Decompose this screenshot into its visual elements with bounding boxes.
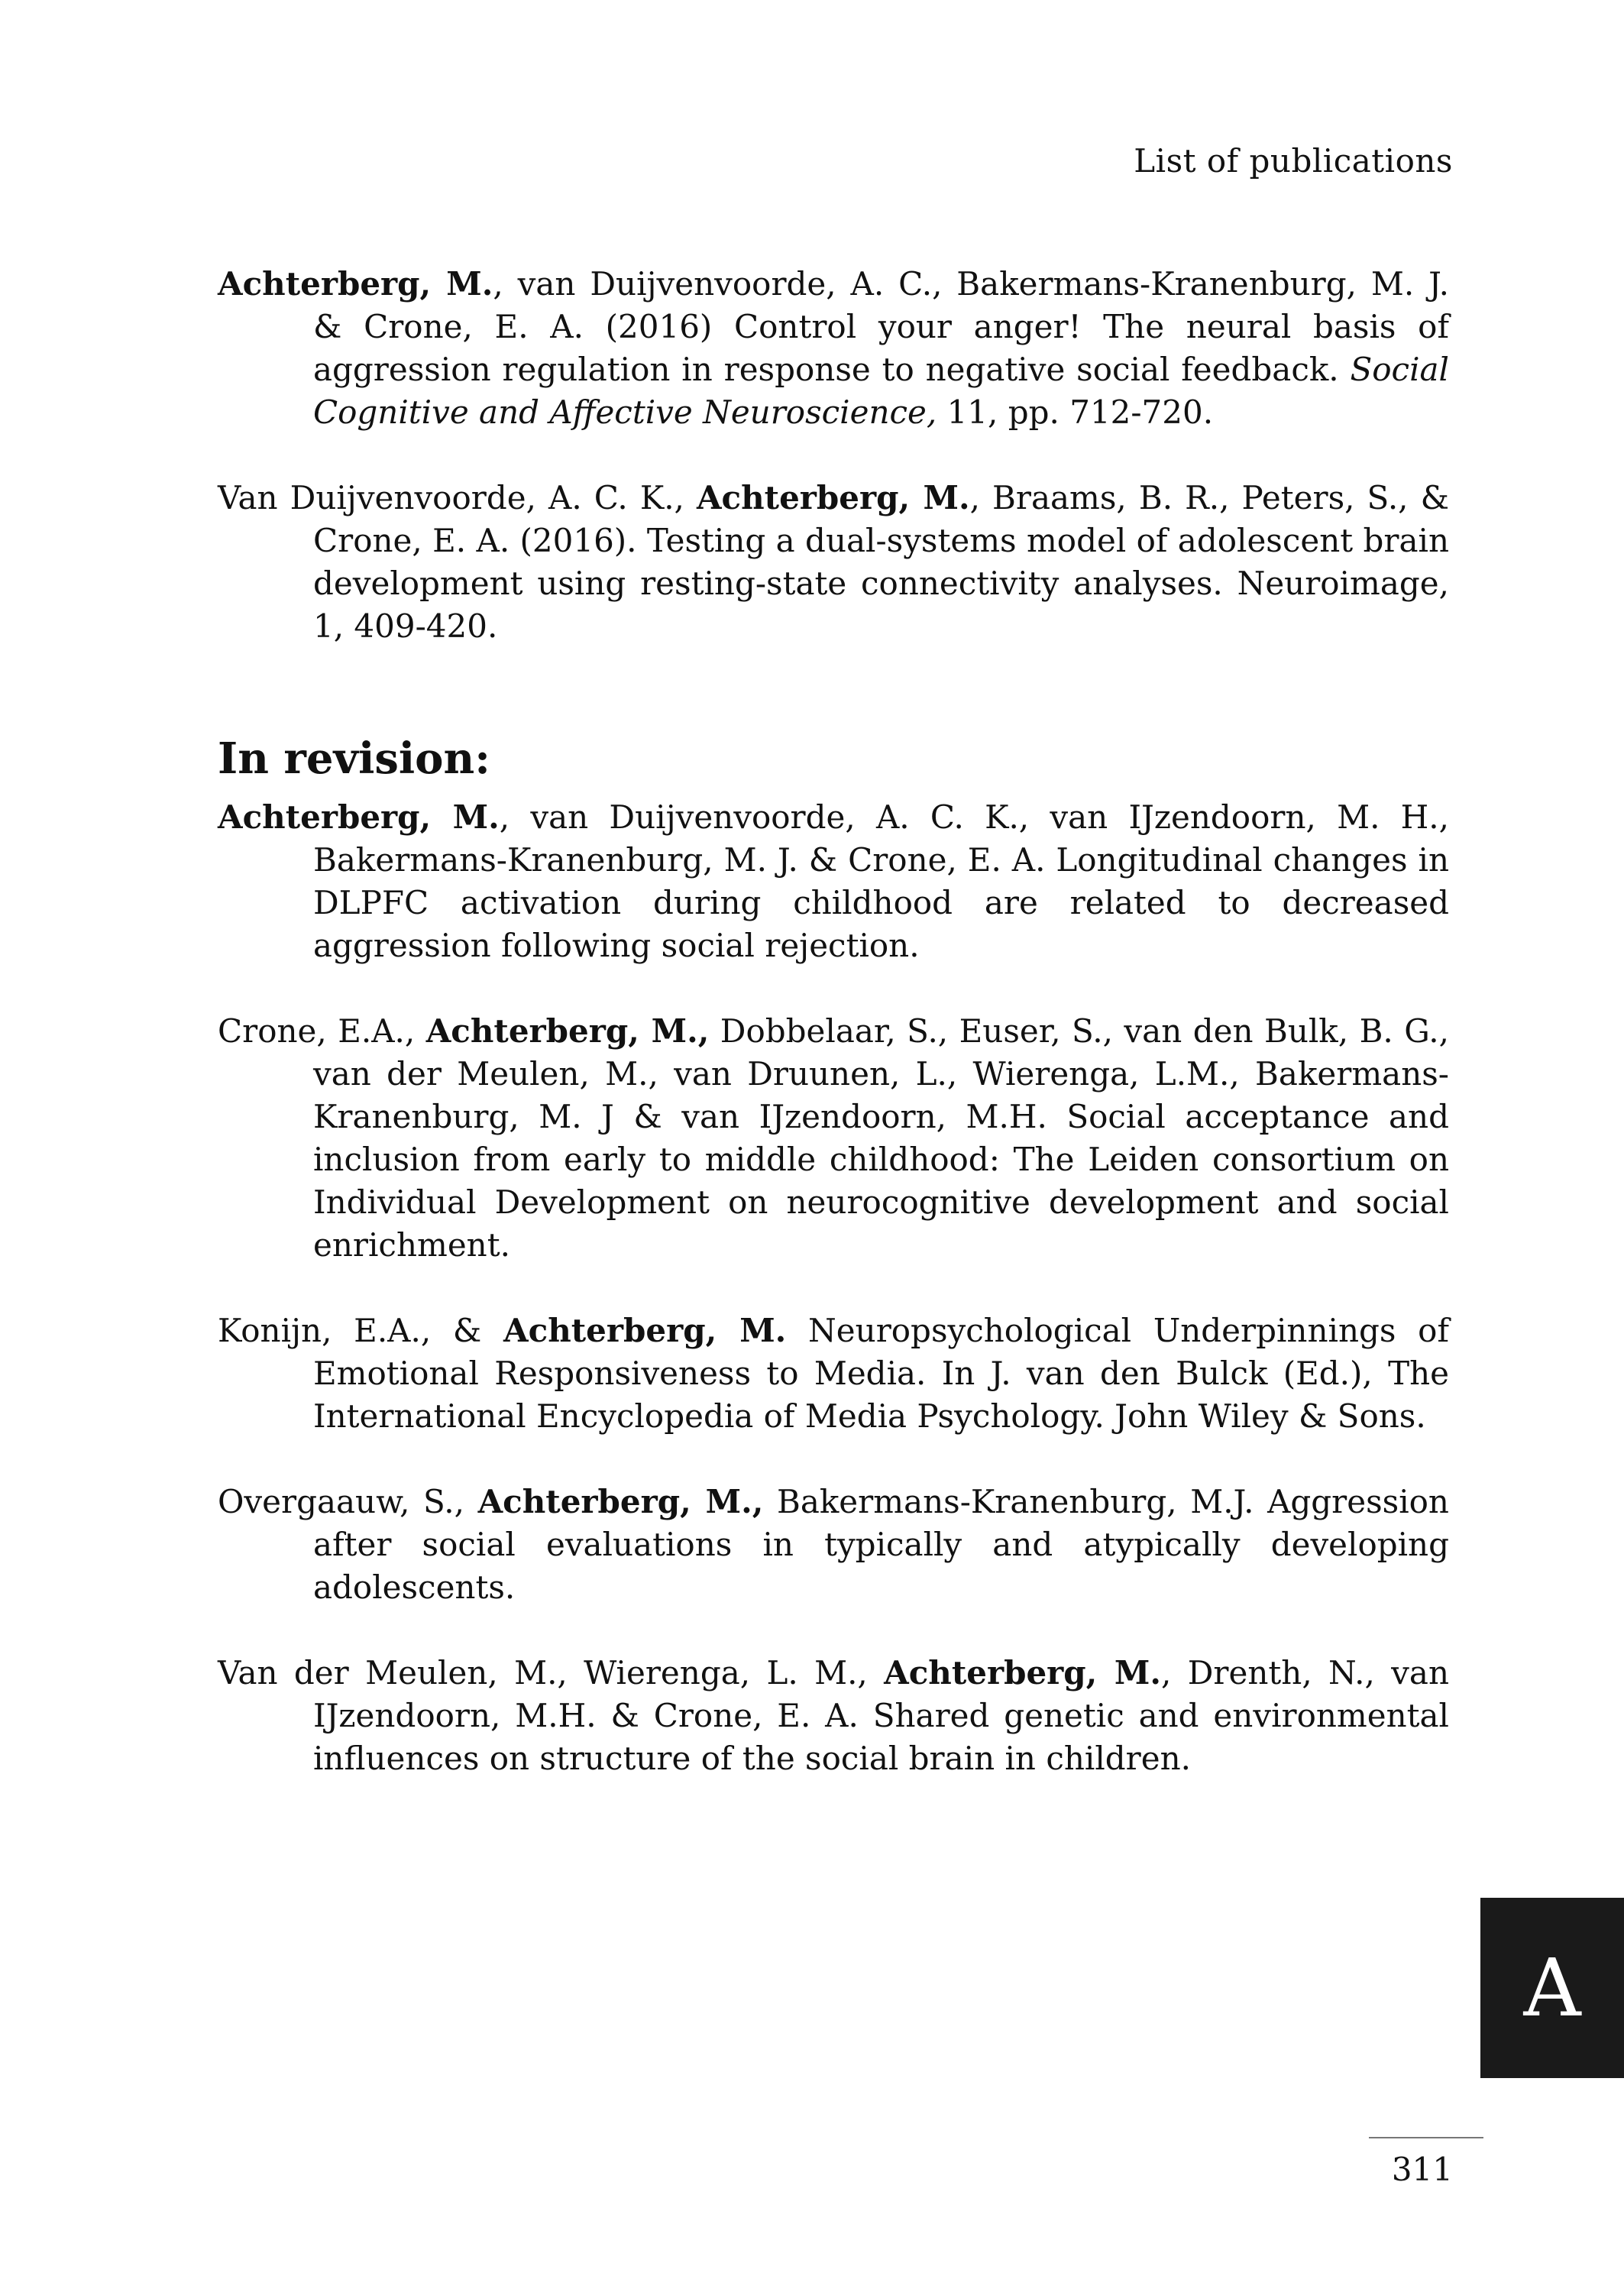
- highlighted-author: Achterberg, M.: [218, 265, 493, 303]
- reference-authors: , van Duijvenvoorde, A. C., Bakermans-Kranenburg, M. J. & Crone, E. A.: [313, 265, 1449, 345]
- reference-authors: Overgaauw, S.,: [218, 1483, 478, 1520]
- highlighted-author: Achterberg, M.,: [425, 1012, 710, 1050]
- reference-entry: [218, 1010, 1449, 1267]
- reference-volume-pages: 11, pp. 712-720.: [937, 393, 1214, 431]
- page-number: 311: [1391, 2151, 1453, 2188]
- reference-authors: Crone, E.A.,: [218, 1012, 426, 1050]
- highlighted-author: Achterberg, M.: [503, 1312, 787, 1349]
- reference-details: , Braams, B. R., Peters, S., & Crone, E. A. (2016). Testing a dual-systems model of adolescent brain development using resting-state connectivity analyses. Neuroimage, 1, 409-420.: [313, 479, 1449, 645]
- reference-details: , van Duijvenvoorde, A. C. K., van IJzendoorn, M. H., Bakermans-Kranenburg, M. J. & Crone, E. A. Longitudinal changes in DLPFC activation during childhood are related to decreased aggression following social rejection.: [313, 798, 1450, 964]
- highlighted-author: Achterberg, M.: [218, 798, 500, 836]
- journal-name: Social Cognitive and Affective Neuroscience,: [313, 351, 1449, 431]
- reference-entry: [218, 1309, 1449, 1438]
- reference-details: Neuropsychological Underpinnings of Emotional Responsiveness to Media. In J. van den Bulck (Ed.), The International Encyclopedia of Media Psychology. John Wiley & Sons.: [313, 1312, 1449, 1435]
- running-header: List of publications: [1134, 142, 1453, 180]
- reference-entry: [218, 263, 1449, 434]
- reference-entry: [218, 796, 1449, 967]
- highlighted-author: Achterberg, M.,: [477, 1483, 764, 1520]
- reference-entry: [218, 1481, 1449, 1609]
- reference-details: , Drenth, N., van IJzendoorn, M.H. & Crone, E. A. Shared genetic and environmental influences on structure of the social brain in children.: [313, 1654, 1449, 1777]
- reference-authors: Konijn, E.A., &: [218, 1312, 504, 1349]
- reference-authors: Van der Meulen, M., Wierenga, L. M.,: [218, 1654, 885, 1691]
- reference-details: Bakermans-Kranenburg, M.J. Aggression after social evaluations in typically and atypically developing adolescents.: [313, 1483, 1449, 1606]
- reference-authors: Van Duijvenvoorde, A. C. K.,: [218, 479, 697, 516]
- chapter-tab: A: [1480, 1898, 1624, 2078]
- publication-list: [218, 263, 1449, 1823]
- section-heading-in-revision: In revision:: [218, 733, 490, 784]
- page-number-rule: [1369, 2137, 1483, 2138]
- reference-entry: [218, 477, 1449, 648]
- reference-details: Dobbelaar, S., Euser, S., van den Bulk, B. G., van der Meulen, M., van Druunen, L., Wierenga, L.M., Bakermans-Kranenburg, M. J & van IJzendoorn, M.H. Social acceptance and inclusion from early to middle childhood: The Leiden consortium on Individual Development on neurocognitive development and social enrichment.: [313, 1012, 1449, 1264]
- highlighted-author: Achterberg, M.: [696, 479, 970, 516]
- highlighted-author: Achterberg, M.: [884, 1654, 1162, 1691]
- reference-entry: [218, 1652, 1449, 1780]
- reference-details: (2016) Control your anger! The neural basis of aggression regulation in response to negative social feedback.: [313, 308, 1449, 388]
